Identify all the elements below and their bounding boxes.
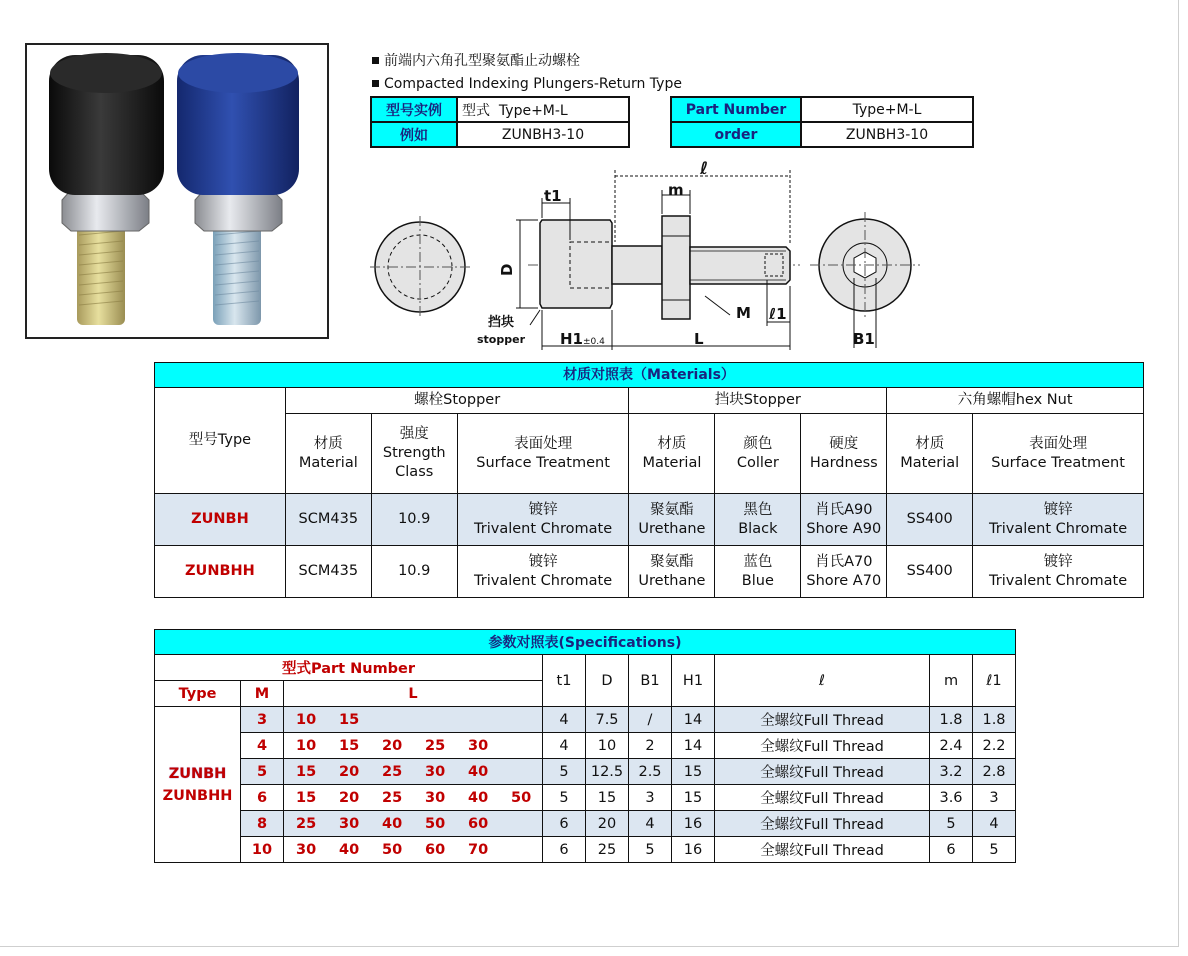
cell: 聚氨酯 Urethane [629, 546, 715, 598]
cell: 25 [586, 837, 629, 863]
cell-l: 10 15 20 25 30 [284, 733, 543, 759]
end-view-left [370, 216, 470, 318]
dim-t1: t1 [544, 187, 562, 205]
cell: 20 [586, 811, 629, 837]
cell-m: 3 [241, 707, 284, 733]
cell: 3 [629, 785, 672, 811]
cell: 4 [629, 811, 672, 837]
table-row [155, 494, 1144, 546]
cell: 10 [586, 733, 629, 759]
cell: 全螺纹Full Thread [715, 785, 930, 811]
row-type: ZUNBHH [155, 546, 286, 598]
col-t1: t1 [543, 655, 586, 707]
spec-types: ZUNBH ZUNBHH [155, 707, 241, 863]
pn-order-value: ZUNBH3-10 [801, 122, 973, 147]
specifications-table [154, 629, 1016, 863]
materials-table [154, 362, 1144, 598]
cell: 2.5 [629, 759, 672, 785]
dim-m: m [668, 181, 684, 199]
cell: 镀锌 Trivalent Chromate [973, 546, 1144, 598]
col-material: 材质 Material [887, 414, 973, 494]
cell: 5 [629, 837, 672, 863]
cell: 1.8 [930, 707, 973, 733]
cell: 2.4 [930, 733, 973, 759]
black-plunger [49, 53, 164, 325]
stopper-label-en: stopper [477, 333, 525, 346]
cell: 2.2 [973, 733, 1016, 759]
cell: 镀锌 Trivalent Chromate [973, 494, 1144, 546]
technical-drawing [370, 150, 930, 359]
col-material: 材质 Material [285, 414, 371, 494]
group-nut: 六角螺帽hex Nut [887, 388, 1144, 414]
cell: 16 [672, 837, 715, 863]
l-header: L [284, 681, 543, 707]
cell: SCM435 [285, 494, 371, 546]
group-stopper: 挡块Stopper [629, 388, 887, 414]
col-strength: 强度 Strength Class [371, 414, 457, 494]
table-row [155, 707, 1016, 733]
pn-value: 型式 Type+M-L [457, 97, 629, 122]
cell: SS400 [887, 546, 973, 598]
cell: SCM435 [285, 546, 371, 598]
dim-d: D [498, 263, 516, 276]
pn-value-en: Type+M-L [801, 97, 973, 122]
cell: 14 [672, 733, 715, 759]
cell: 12.5 [586, 759, 629, 785]
dim-ell: ℓ [700, 159, 709, 179]
col-m: m [930, 655, 973, 707]
cell: 10.9 [371, 494, 457, 546]
cell-l: 25 30 40 50 60 [284, 811, 543, 837]
cell: 镀锌 Trivalent Chromate [457, 546, 629, 598]
cell: 4 [543, 733, 586, 759]
cell: 6 [543, 837, 586, 863]
cell: 4 [543, 707, 586, 733]
cell: 5 [543, 785, 586, 811]
cell: 6 [930, 837, 973, 863]
cell: 聚氨酯 Urethane [629, 494, 715, 546]
cell: SS400 [887, 494, 973, 546]
pn-example-value: ZUNBH3-10 [457, 122, 629, 147]
stopper-label-cn: 挡块 [488, 315, 515, 330]
table-row [155, 785, 1016, 811]
col-color: 颜色 Coller [715, 414, 801, 494]
cell: 全螺纹Full Thread [715, 811, 930, 837]
cell: 镀锌 Trivalent Chromate [457, 494, 629, 546]
cell: 全螺纹Full Thread [715, 837, 930, 863]
col-d: D [586, 655, 629, 707]
pn-label-en: Part Number [671, 97, 801, 122]
col-surface: 表面处理 Surface Treatment [973, 414, 1144, 494]
cell: / [629, 707, 672, 733]
cell: 肖氏A90 Shore A90 [801, 494, 887, 546]
col-h1: H1 [672, 655, 715, 707]
col-surface: 表面处理 Surface Treatment [457, 414, 629, 494]
cell: 2.8 [973, 759, 1016, 785]
cell: 15 [672, 759, 715, 785]
cell: 15 [586, 785, 629, 811]
cell-l: 15 20 25 30 40 [284, 759, 543, 785]
cell: 5 [543, 759, 586, 785]
title-en: Compacted Indexing Plungers-Return Type [372, 76, 682, 92]
pn-example-label: 例如 [371, 122, 457, 147]
table-row [155, 837, 1016, 863]
blue-plunger [177, 53, 299, 325]
cell: 2 [629, 733, 672, 759]
table-row [155, 811, 1016, 837]
part-number-table-cn [370, 96, 630, 148]
cell-l: 15 20 25 30 40 50 [284, 785, 543, 811]
cell: 3.6 [930, 785, 973, 811]
specs-title: 参数对照表(Specifications) [155, 630, 1016, 655]
product-photo [25, 43, 329, 339]
cell: 3 [973, 785, 1016, 811]
cell: 10.9 [371, 546, 457, 598]
materials-title: 材质对照表（Materials） [155, 363, 1144, 388]
end-view-right [810, 212, 920, 348]
cell: 14 [672, 707, 715, 733]
type-header: Type [155, 681, 241, 707]
cell: 蓝色 Blue [715, 546, 801, 598]
cell-l: 30 40 50 60 70 [284, 837, 543, 863]
cell: 6 [543, 811, 586, 837]
dim-b1: B1 [853, 330, 875, 348]
cell: 3.2 [930, 759, 973, 785]
dim-ell1: ℓ1 [769, 305, 787, 323]
col-b1: B1 [629, 655, 672, 707]
cell: 肖氏A70 Shore A70 [801, 546, 887, 598]
cell-m: 5 [241, 759, 284, 785]
cell: 黑色 Black [715, 494, 801, 546]
cell: 5 [930, 811, 973, 837]
table-row [155, 546, 1144, 598]
cell: 全螺纹Full Thread [715, 733, 930, 759]
col-hardness: 硬度 Hardness [801, 414, 887, 494]
part-number-table-en [670, 96, 974, 148]
cell: 7.5 [586, 707, 629, 733]
cell-m: 4 [241, 733, 284, 759]
cell: 16 [672, 811, 715, 837]
part-number-header: 型式Part Number [155, 655, 543, 681]
cell-l: 10 15 [284, 707, 543, 733]
cell: 15 [672, 785, 715, 811]
materials-type-header: 型号Type [155, 388, 286, 494]
m-header: M [241, 681, 284, 707]
col-ell1: ℓ1 [973, 655, 1016, 707]
dim-h1: H1±0.4 [560, 330, 605, 348]
group-bolt: 螺栓Stopper [285, 388, 629, 414]
row-type: ZUNBH [155, 494, 286, 546]
cell: 4 [973, 811, 1016, 837]
cell-m: 6 [241, 785, 284, 811]
table-row [155, 759, 1016, 785]
pn-label: 型号实例 [371, 97, 457, 122]
cell: 全螺纹Full Thread [715, 707, 930, 733]
cell-m: 8 [241, 811, 284, 837]
cell-m: 10 [241, 837, 284, 863]
cell: 5 [973, 837, 1016, 863]
col-ell: ℓ [715, 655, 930, 707]
cell: 全螺纹Full Thread [715, 759, 930, 785]
cell: 1.8 [973, 707, 1016, 733]
pn-order-label: order [671, 122, 801, 147]
dim-l: L [694, 330, 704, 348]
col-material: 材质 Material [629, 414, 715, 494]
title-cn: 前端内六角孔型聚氨酯止动螺栓 [372, 50, 580, 70]
dim-m-thread: M [736, 304, 751, 322]
table-row [155, 733, 1016, 759]
